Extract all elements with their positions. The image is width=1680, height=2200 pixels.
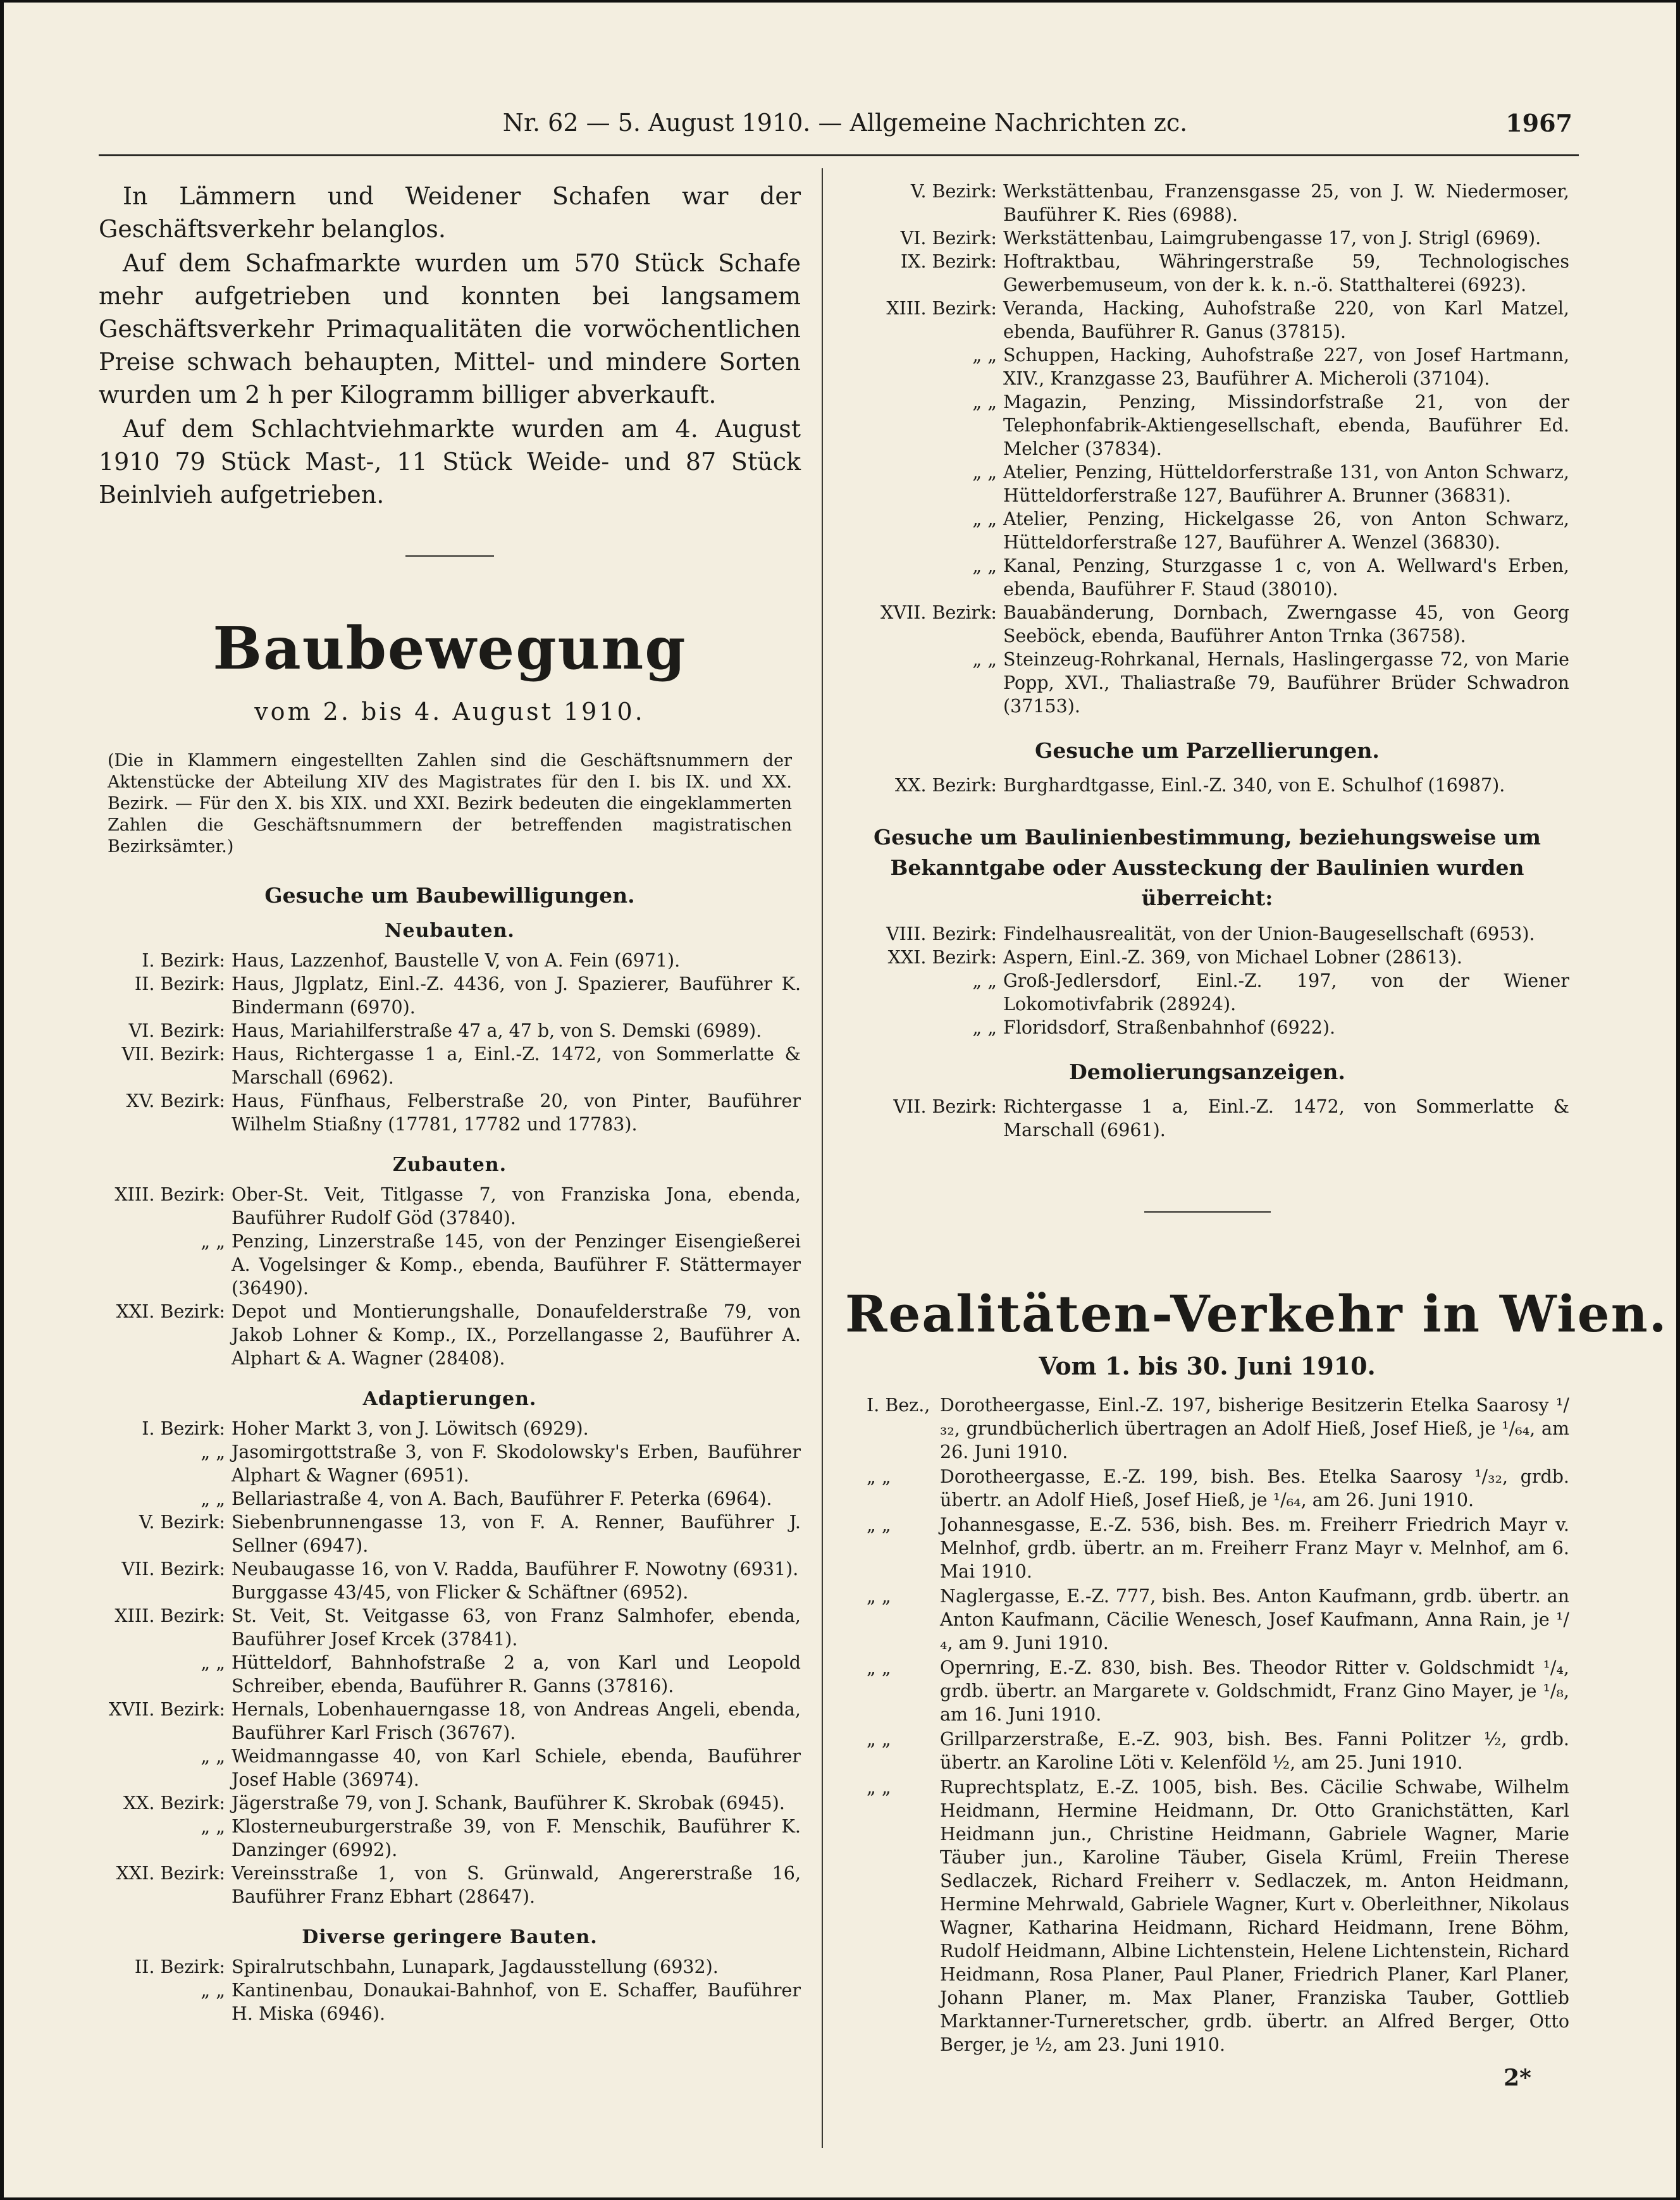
entry-text: Siebenbrunnengasse 13, von F. A. Renner, Bauführer J. Sellner (6947). <box>232 1512 801 1556</box>
district-label: „ „ <box>972 509 997 529</box>
district-label: XXI. Bezirk: <box>116 1863 225 1884</box>
district-label: IX. Bezirk: <box>900 251 997 272</box>
district-label: I. Bezirk: <box>142 1418 225 1439</box>
entry-text: Haus, Fünfhaus, Felberstraße 20, von Pinter, Bauführer Wilhelm Stiaßny (17781, 17782 und 17783). <box>232 1091 801 1135</box>
district-label <box>99 1581 232 1604</box>
entry-text: Steinzeug-Rohrkanal, Hernals, Haslingergasse 72, von Marie Popp, XVI., Thaliastraße 79, Bauführer Brüder Schwadron (37153). <box>1003 649 1569 717</box>
district-label: I. Bez., <box>867 1395 930 1416</box>
baulinien-list <box>845 922 1569 1039</box>
realitaeten-subtitle: Vom 1. bis 30. Juni 1910. <box>1039 1352 1376 1380</box>
building-entry <box>99 1487 801 1511</box>
entry-text: Magazin, Penzing, Missindorfstraße 21, von der Telephonfabrik-Aktiengesellschaft, ebenda, Bauführer Ed. Melcher (37834). <box>1003 392 1569 459</box>
entry-text: Burghardtgasse, Einl.-Z. 340, von E. Schulhof (16987). <box>1003 775 1505 796</box>
entry-text: Bauabänderung, Dornbach, Zwerngasse 45, von Georg Seeböck, ebenda, Bauführer Anton Trnka (36758). <box>1003 602 1569 646</box>
realitaeten-title: Realitäten-Verkehr in Wien. <box>845 1284 1668 1344</box>
building-entry <box>845 507 1569 554</box>
property-entry <box>845 1776 1569 2056</box>
entry-text: Atelier, Penzing, Hickelgasse 26, von Anton Schwarz, Hütteldorferstraße 127, Bauführer A. Wenzel (36830). <box>1003 509 1569 553</box>
entry-text: Ruprechtsplatz, E.-Z. 1005, bish. Bes. Cäcilie Schwabe, Wilhelm Heidmann, Hermine Heidmann, Dr. Otto Granichstätten, Karl Heidmann jun., Christine Heidmann, Gabriele Wagner, Marie Täuber jun., Karoline Täuber, Gisela Krüml, Freiin Therese Sedlaczek, Richard Freiherr v. Sedlaczek, m. Anton Heidmann, Hermine Mehrwald, Gabriele Wagner, Kurt v. Oberleithner, Nikolaus Wagner, Katharina Heidmann, Richard Heidmann, Irene Böhm, Rudolf Heidmann, Albine Lichtenstein, Helene Lichtenstein, Richard Heidmann, Rosa Planer, Paul Planer, Friedrich Planer, Karl Planer, Johann Planer, m. Max Planer, Franziska Tauber, Gottlieb Marktanner-Turneretscher, grdb. übertr. an Alfred Berger, Otto Berger, je ½, am 23. Juni 1910. <box>940 1777 1569 2055</box>
entry-text: Johannesgasse, E.-Z. 536, bish. Bes. m. Freiherr Friedrich Mayr v. Melnhof, grdb. übertr. an m. Freiherr Franz Mayr v. Melnhof, am 6. Mai 1910. <box>940 1514 1569 1582</box>
adaptierungen-heading: Adaptierungen. <box>362 1388 537 1410</box>
district-label: XX. Bezirk: <box>894 775 997 796</box>
building-entry <box>845 250 1569 297</box>
district-label: II. Bezirk: <box>134 973 225 994</box>
building-entry <box>845 554 1569 601</box>
building-entry <box>99 1862 801 1908</box>
district-label: „ „ <box>972 649 997 670</box>
building-entry <box>99 1955 801 1979</box>
entry-text: Weidmanngasse 40, von Karl Schiele, ebenda, Bauführer Josef Hable (36974). <box>232 1746 801 1790</box>
building-entry <box>845 946 1569 969</box>
district-label: „ „ <box>201 1980 225 2001</box>
baubewegung-title: Baubewegung <box>213 614 687 683</box>
neubauten-heading: Neubauten. <box>385 920 515 942</box>
building-entry <box>99 1300 801 1370</box>
neubauten-list <box>99 949 801 1136</box>
building-entry <box>99 1581 801 1604</box>
district-label: „ „ <box>201 1652 225 1673</box>
entry-text: Aspern, Einl.-Z. 369, von Michael Lobner (28613). <box>1003 947 1462 968</box>
demolierung-list <box>845 1095 1569 1142</box>
section-divider <box>1144 1211 1271 1213</box>
adaptierungen-list <box>99 1417 801 1908</box>
district-label: XIII. Bezirk: <box>114 1605 225 1626</box>
issue-line: Nr. 62 — 5. August 1910. — Allgemeine Nachrichten zc. <box>502 109 1188 137</box>
left-column <box>99 180 801 2025</box>
entry-text: Neubaugasse 16, von V. Radda, Bauführer F. Nowotny (6931). <box>232 1559 799 1579</box>
parzellierungen-heading: Gesuche um Parzellierungen. <box>1035 738 1380 763</box>
entry-text: Kanal, Penzing, Sturzgasse 1 c, von A. Wellward's Erben, ebenda, Bauführer F. Staud (38010). <box>1003 555 1569 600</box>
building-entry <box>845 774 1569 797</box>
building-entry <box>99 1604 801 1651</box>
district-label: XIII. Bezirk: <box>114 1184 225 1205</box>
property-entry <box>845 1585 1569 1655</box>
district-label: „ „ <box>972 462 997 483</box>
building-entry <box>845 343 1569 390</box>
building-entry <box>845 390 1569 460</box>
district-label: „ „ <box>201 1442 225 1462</box>
entry-text: Haus, Mariahilferstraße 47 a, 47 b, von S. Demski (6989). <box>232 1020 762 1041</box>
entry-text: Penzing, Linzerstraße 145, von der Penzinger Eisengießerei A. Vogelsinger & Komp., ebenda, Bauführer F. Stättermayer (36490). <box>232 1231 801 1299</box>
entry-text: Schuppen, Hacking, Auhofstraße 227, von Josef Hartmann, XIV., Kranzgasse 23, Bauführer A. Micheroli (37104). <box>1003 345 1569 389</box>
diverse-heading: Diverse geringere Bauten. <box>302 1926 598 1948</box>
header-rule <box>99 154 1579 156</box>
baubewegung-subtitle: vom 2. bis 4. August 1910. <box>254 698 645 726</box>
entry-text: Hoftraktbau, Währingerstraße 59, Technologisches Gewerbemuseum, von der k. k. n.-ö. Statthalterei (6923). <box>1003 251 1569 295</box>
building-entry <box>845 1095 1569 1142</box>
district-label: „ „ <box>867 1777 891 1798</box>
district-label: VIII. Bezirk: <box>886 924 997 944</box>
building-entry <box>99 1511 801 1557</box>
building-entry <box>845 297 1569 343</box>
building-entry <box>99 1089 801 1136</box>
property-entry <box>845 1727 1569 1774</box>
entry-text: Naglergasse, E.-Z. 777, bish. Bes. Anton Kaufmann, grdb. übertr. an Anton Kaufmann, Cäcilie Wenesch, Josef Kaufmann, Anna Rain, je ¹/₄, am 9. Juni 1910. <box>940 1586 1569 1653</box>
district-label: „ „ <box>972 555 997 576</box>
entry-text: Dorotheergasse, E.-Z. 199, bish. Bes. Etelka Saarosy ¹/₃₂, grdb. übertr. an Adolf Hieß, Josef Hieß, je ¹/₆₄, am 26. Juni 1910. <box>940 1466 1569 1511</box>
district-label: „ „ <box>867 1657 891 1678</box>
district-label: V. Bezirk: <box>139 1512 225 1533</box>
building-entry <box>99 1791 801 1815</box>
demolierung-heading: Demolierungsanzeigen. <box>1069 1060 1345 1084</box>
district-label: „ „ <box>867 1729 891 1750</box>
building-entry <box>99 972 801 1019</box>
realitaeten-list <box>845 1394 1569 2056</box>
district-label: I. Bezirk: <box>142 950 225 971</box>
district-label: VII. Bezirk: <box>893 1096 997 1117</box>
entry-text: Dorotheergasse, Einl.-Z. 197, bisherige Besitzerin Etelka Saarosy ¹/₃₂, grundbücherlich übertragen an Adolf Hieß, Josef Hieß, je ¹/₆₄, am 26. Juni 1910. <box>940 1395 1569 1462</box>
page-number: 1967 <box>1505 109 1572 137</box>
zubauten-list <box>99 1183 801 1370</box>
district-label: „ „ <box>972 1017 997 1038</box>
diverse-list <box>99 1955 801 2025</box>
entry-text: Bellariastraße 4, von A. Bach, Bauführer F. Peterka (6964). <box>232 1488 772 1509</box>
gesuche-heading: Gesuche um Baubewilligungen. <box>264 883 635 908</box>
entry-text: Findelhausrealität, von der Union-Baugesellschaft (6953). <box>1003 924 1535 944</box>
property-entry <box>845 1513 1569 1583</box>
district-label: VI. Bezirk: <box>128 1020 225 1041</box>
entry-text: St. Veit, St. Veitgasse 63, von Franz Salmhofer, ebenda, Bauführer Josef Krcek (37841). <box>232 1605 801 1650</box>
continued-list <box>845 180 1569 718</box>
entry-text: Vereinsstraße 1, von S. Grünwald, Angererstraße 16, Bauführer Franz Ebhart (28647). <box>232 1863 801 1907</box>
signature-mark: 2* <box>1504 2065 1531 2091</box>
section-divider <box>405 555 494 557</box>
market-paragraph: In Lämmern und Weidener Schafen war der Geschäftsverkehr belanglos. <box>99 182 801 243</box>
entry-text: Hütteldorf, Bahnhofstraße 2 a, von Karl und Leopold Schreiber, ebenda, Bauführer R. Ganns (37816). <box>232 1652 801 1696</box>
entry-text: Jasomirgottstraße 3, von F. Skodolowsky's Erben, Bauführer Alphart & Wagner (6951). <box>232 1442 801 1486</box>
entry-text: Hernals, Lobenhauerngasse 18, von Andreas Angeli, ebenda, Bauführer Karl Frisch (36767). <box>232 1699 801 1743</box>
parzellierungen-list <box>845 774 1569 797</box>
page-header <box>118 102 1572 140</box>
district-label: „ „ <box>201 1816 225 1837</box>
entry-text: Atelier, Penzing, Hütteldorferstraße 131, von Anton Schwarz, Hütteldorferstraße 127, Bauführer A. Brunner (36831). <box>1003 462 1569 506</box>
district-label: „ „ <box>201 1231 225 1252</box>
district-label: „ „ <box>201 1488 225 1509</box>
district-label: XX. Bezirk: <box>123 1793 225 1814</box>
building-entry <box>99 1979 801 2025</box>
building-entry <box>845 226 1569 250</box>
entry-text: Hoher Markt 3, von J. Löwitsch (6929). <box>232 1418 589 1439</box>
entry-text: Floridsdorf, Straßenbahnhof (6922). <box>1003 1017 1336 1038</box>
district-label: XXI. Bezirk: <box>116 1301 225 1322</box>
building-entry <box>99 1019 801 1042</box>
property-entry <box>845 1656 1569 1726</box>
district-label: II. Bezirk: <box>134 1956 225 1977</box>
entry-text: Werkstättenbau, Franzensgasse 25, von J. W. Niedermoser, Bauführer K. Ries (6988). <box>1003 181 1569 225</box>
building-entry <box>845 1016 1569 1039</box>
building-entry <box>845 180 1569 226</box>
building-entry <box>99 1698 801 1745</box>
district-label: „ „ <box>867 1514 891 1535</box>
entry-text: Spiralrutschbahn, Lunapark, Jagdausstellung (6932). <box>232 1956 719 1977</box>
district-label: VII. Bezirk: <box>121 1044 225 1065</box>
district-label: VII. Bezirk: <box>121 1559 225 1579</box>
district-label: VI. Bezirk: <box>900 228 997 249</box>
district-label: „ „ <box>972 392 997 412</box>
entry-text: Ober-St. Veit, Titlgasse 7, von Franziska Jona, ebenda, Bauführer Rudolf Göd (37840). <box>232 1184 801 1228</box>
market-paragraph: Auf dem Schlachtviehmarkte wurden am 4. August 1910 79 Stück Mast-, 11 Stück Weide- und 87 Stück Beinlvieh aufgetrieben. <box>99 415 801 509</box>
building-entry <box>99 1745 801 1791</box>
district-label: XVII. Bezirk: <box>109 1699 225 1720</box>
district-label: V. Bezirk: <box>910 181 997 202</box>
entry-text: Grillparzerstraße, E.-Z. 903, bish. Bes. Fanni Politzer ½, grdb. übertr. an Karoline Löti v. Kelenföld ½, am 25. Juni 1910. <box>940 1729 1569 1773</box>
entry-text: Kantinenbau, Donaukai-Bahnhof, von E. Schaffer, Bauführer H. Miska (6946). <box>232 1980 801 2024</box>
district-label: „ „ <box>972 345 997 366</box>
building-entry <box>99 1440 801 1487</box>
market-paragraph: Auf dem Schafmarkte wurden um 570 Stück Schafe mehr aufgetrieben und konnten bei langsamem Geschäftsverkehr Primaqualitäten die vorwöchentlichen Preise schwach behaupten, Mittel- und mindere Sorten wurden um 2 h per Kilogramm billiger abverkauft. <box>99 249 801 409</box>
right-column <box>845 180 1668 2091</box>
entry-text: Opernring, E.-Z. 830, bish. Bes. Theodor Ritter v. Goldschmidt ¹/₄, grdb. übertr. an Margarete v. Goldschmidt, Franz Gino Mayer, je ¹/₈, am 16. Juni 1910. <box>940 1657 1569 1725</box>
property-entry <box>845 1394 1569 1464</box>
building-entry <box>845 601 1569 648</box>
entry-text: Richtergasse 1 a, Einl.-Z. 1472, von Sommerlatte & Marschall (6961). <box>1003 1096 1569 1140</box>
building-entry <box>99 1815 801 1862</box>
zubauten-heading: Zubauten. <box>392 1154 507 1176</box>
district-label: XVII. Bezirk: <box>880 602 997 623</box>
entry-text: Haus, Richtergasse 1 a, Einl.-Z. 1472, von Sommerlatte & Marschall (6962). <box>232 1044 801 1088</box>
entry-text: Haus, Lazzenhof, Baustelle V, von A. Fein (6971). <box>232 950 681 971</box>
building-entry <box>99 1183 801 1230</box>
entry-text: Klosterneuburgerstraße 39, von F. Menschik, Bauführer K. Danzinger (6992). <box>232 1816 801 1860</box>
entry-text: Depot und Montierungshalle, Donaufelderstraße 79, von Jakob Lohner & Komp., IX., Porzellangasse 2, Bauführer A. Alphart & A. Wagner (28408). <box>232 1301 801 1369</box>
building-entry <box>99 1417 801 1440</box>
building-entry <box>845 969 1569 1016</box>
column-divider <box>822 168 823 2148</box>
newspaper-page <box>4 3 1676 2197</box>
entry-text: Groß-Jedlersdorf, Einl.-Z. 197, von der Wiener Lokomotivfabrik (28924). <box>1003 970 1569 1015</box>
building-entry <box>99 1042 801 1089</box>
building-entry <box>845 460 1569 507</box>
building-entry <box>99 1557 801 1581</box>
baulinien-heading: Gesuche um Baulinienbestimmung, beziehungsweise um Bekanntgabe oder Aussteckung der Baulinien wurden überreicht: <box>874 825 1541 910</box>
entry-text: Haus, Jlgplatz, Einl.-Z. 4436, von J. Spazierer, Bauführer K. Bindermann (6970). <box>232 973 801 1018</box>
property-entry <box>845 1465 1569 1512</box>
district-label: „ „ <box>867 1466 891 1487</box>
district-label: XXI. Bezirk: <box>887 947 997 968</box>
building-entry <box>845 648 1569 718</box>
entry-text: Veranda, Hacking, Auhofstraße 220, von Karl Matzel, ebenda, Bauführer R. Ganus (37815). <box>1003 298 1569 342</box>
building-entry <box>99 1651 801 1698</box>
baubewegung-note: (Die in Klammern eingestellten Zahlen sind die Geschäftsnummern der Aktenstücke der Abteilung XIV des Magistrates für den I. bis IX. und XX. Bezirk. — Für den X. bis XIX. und XXI. Bezirk bedeuten die eingeklammerten Zahlen die Geschäftsnummern der betreffenden magistratischen Bezirksämter.) <box>108 751 792 856</box>
building-entry <box>99 949 801 972</box>
district-label: XIII. Bezirk: <box>886 298 997 319</box>
district-label: „ „ <box>867 1586 891 1607</box>
district-label: XV. Bezirk: <box>126 1091 225 1111</box>
entry-text: Werkstättenbau, Laimgrubengasse 17, von J. Strigl (6969). <box>1003 228 1541 249</box>
entry-text: Burggasse 43/45, von Flicker & Schäftner (6952). <box>232 1582 689 1603</box>
district-label: „ „ <box>972 970 997 991</box>
building-entry <box>99 1230 801 1300</box>
district-label: „ „ <box>201 1746 225 1767</box>
entry-text: Jägerstraße 79, von J. Schank, Bauführer K. Skrobak (6945). <box>232 1793 785 1814</box>
building-entry <box>845 922 1569 946</box>
